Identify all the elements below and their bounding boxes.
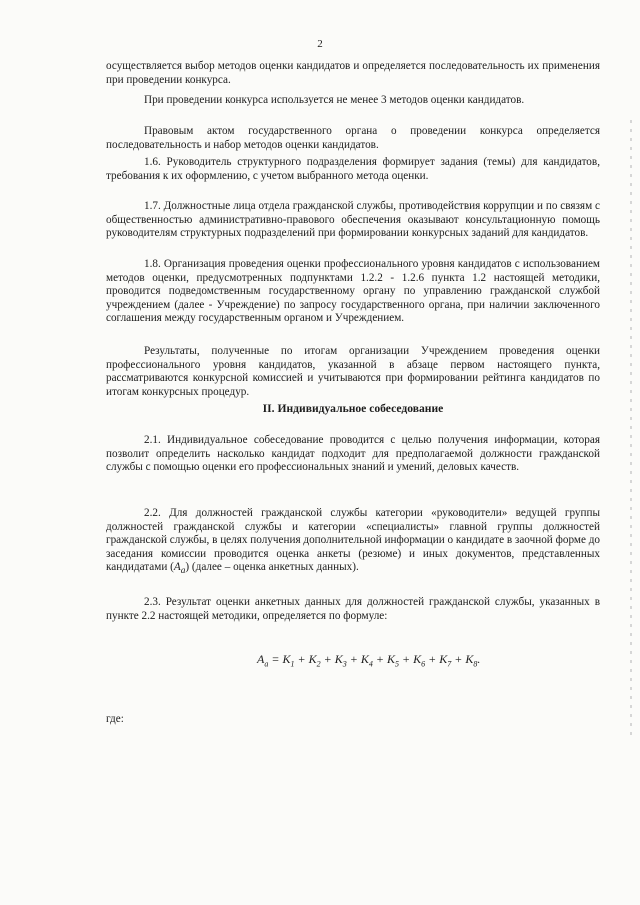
paragraph-1-6: 1.6. Руководитель структурного подразделения формирует задания (темы) для кандидатов, требования к их оформлению, с учетом выбранного метода оценки. (106, 156, 600, 182)
formula-term-sub: 5 (394, 659, 399, 669)
paragraph-1-7: 1.7. Должностные лица отдела гражданской службы, противодействия коррупции и по связям с общественностью административно-правового обеспечения оказывают консультационную помощь руководителям структурных подразделений при формировании конкурсных заданий для кандидатов. (106, 200, 600, 240)
paragraph-results: Результаты, полученные по итогам организации Учреждением проведения оценки профессионального уровня кандидатов, указанной в абзаце первом настоящего пункта, рассматриваются конкурсной комиссией и учитываются при формировании рейтинга кандидатов по итогам конкурсных процедур. (106, 345, 600, 398)
formula-term: K (439, 652, 448, 666)
formula-term-sub: 6 (421, 659, 426, 669)
formula-term-sub: 8 (473, 659, 478, 669)
formula-term: K (413, 652, 422, 666)
paragraph-2-2-tail: ) (далее – оценка анкетных данных). (185, 561, 359, 574)
formula-term: K (334, 652, 343, 666)
scan-edge-artifact (630, 120, 632, 740)
paragraph-continuation: осуществляется выбор методов оценки кандидатов и определяется последовательность их применения при проведении конкурса. (106, 60, 600, 86)
paragraph-legal-act: Правовым актом государственного органа о проведении конкурса определяется последовательность и набор методов оценки кандидатов. (106, 125, 600, 151)
formula-term-sub: 2 (316, 659, 321, 669)
formula-plus: + (320, 652, 335, 666)
formula-lhs: A (257, 652, 265, 666)
formula-end: . (477, 652, 481, 666)
formula-term: K (386, 652, 395, 666)
page-number: 2 (317, 38, 323, 50)
formula-term-sub: 7 (447, 659, 452, 669)
paragraph-2-1: 2.1. Индивидуальное собеседование проводится с целью получения информации, которая позволит определить насколько кандидат подходит для предполагаемой должности гражданской службы с помощью оценки его профессиональных знаний и умений, деловых качеств. (106, 434, 600, 474)
formula-plus: + (451, 652, 466, 666)
formula-plus: + (372, 652, 387, 666)
paragraph-2-3: 2.3. Результат оценки анкетных данных для должностей гражданской службы, указанных в пункте 2.2 настоящей методики, определяется по формуле: (106, 596, 600, 622)
formula-terms (282, 652, 481, 669)
anketa-symbol-sub: a (180, 566, 186, 577)
paragraph-1-8: 1.8. Организация проведения оценки профессионального уровня кандидатов с использованием методов оценки, предусмотренных подпунктами 1.2.2 - 1.2.6 пункта 1.2 настоящей методики, проводится подведомственным государственному органу по управлению гражданской службой учреждением (далее - Учреждение) по запросу государственного органа, при наличии заключенного соглашения между государственным органом и Учреждением. (106, 258, 600, 325)
formula-term: K (308, 652, 317, 666)
formula-term: K (360, 652, 369, 666)
anketa-symbol: A (173, 561, 181, 574)
formula-lhs-sub: a (264, 659, 269, 669)
formula-plus: + (294, 652, 309, 666)
paragraph-2-2 (106, 507, 600, 579)
formula-term-sub: 3 (342, 659, 347, 669)
where-label: где: (106, 713, 124, 725)
formula-plus: + (346, 652, 361, 666)
section-heading: II. Индивидуальное собеседование (262, 402, 444, 415)
formula-term: K (282, 652, 291, 666)
formula-term-sub: 4 (368, 659, 373, 669)
paragraph-2-2-text: 2.2. Для должностей гражданской службы категории «руководители» ведущей группы должностей гражданской службы и категории «специалисты» главной группы должностей гражданской службы, в целях получения дополнительной информации о кандидате в заочной форме до заседания комиссии проводится оценка анкеты (резюме) и иных документов, представленных кандидатами ( (106, 507, 600, 574)
formula-equals: = (268, 652, 283, 666)
paragraph-methods-count: При проведении конкурса используется не менее 3 методов оценки кандидатов. (144, 94, 525, 106)
formula-plus: + (425, 652, 440, 666)
formula (257, 652, 517, 668)
formula-term-sub: 1 (290, 659, 295, 669)
formula-plus: + (398, 652, 414, 666)
formula-term: K (465, 652, 474, 666)
